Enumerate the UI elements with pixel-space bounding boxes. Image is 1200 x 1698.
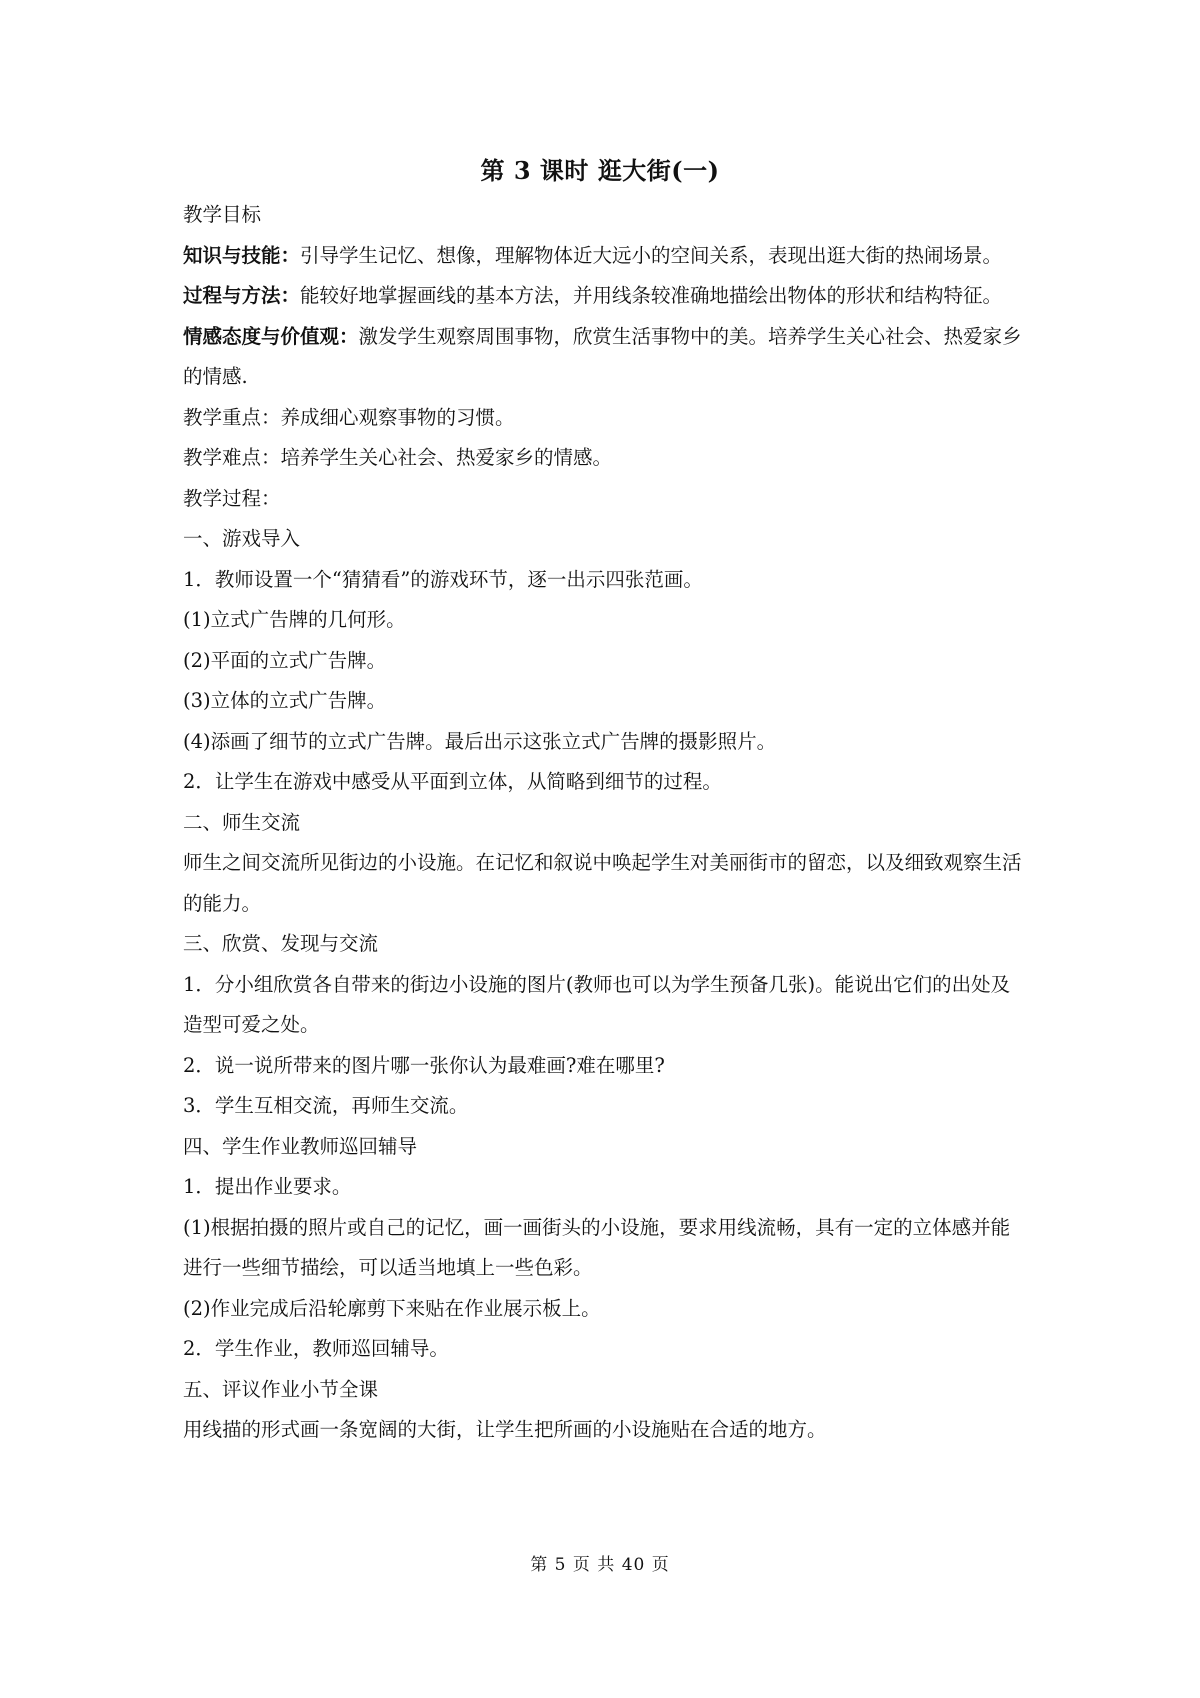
paragraph-text: 激发学生观察周围事物，欣赏生活事物中的美。培养学生关心社会、热爱家乡的情感.: [183, 324, 1022, 388]
list-item: [183, 560, 1028, 601]
paragraph-text: 二、师生交流: [183, 810, 301, 834]
paragraph-text: 3．学生互相交流，再师生交流。: [183, 1094, 469, 1117]
paragraph: [183, 1410, 1028, 1451]
page-title: 第 3 课时 逛大街(一): [480, 156, 720, 185]
list-item: [183, 1289, 1028, 1330]
section-heading-5: [183, 1370, 1028, 1411]
paragraph-knowledge-skills: [183, 236, 1028, 277]
paragraph-process-method: [183, 276, 1028, 317]
list-item: [183, 1046, 1028, 1087]
paragraph-text: 三、欣赏、发现与交流: [183, 932, 379, 955]
paragraph-text: 2．让学生在游戏中感受从平面到立体，从简略到细节的过程。: [183, 770, 722, 793]
paragraph-text: 能较好地掌握画线的基本方法，并用线条较准确地描绘出物体的形状和结构特征。: [300, 284, 1003, 307]
list-item: [183, 965, 1028, 1046]
section-heading-1: [183, 519, 1028, 560]
paragraph-text: 师生之间交流所见街边的小设施。在记忆和叙说中唤起学生对美丽街市的留恋，以及细致观察生活的能力。: [183, 851, 1022, 915]
paragraph-text: 四、学生作业教师巡回辅导: [183, 1134, 418, 1158]
section-heading-4: [183, 1127, 1028, 1168]
paragraph-text: 2．学生作业，教师巡回辅导。: [183, 1337, 449, 1360]
paragraph-text: 一、游戏导入: [183, 527, 301, 550]
list-item: [183, 722, 1028, 763]
paragraph-text: 教学目标: [183, 203, 262, 226]
paragraph: [183, 843, 1028, 924]
paragraph-teaching-goals: [183, 195, 1028, 236]
paragraph-lead: 知识与技能：: [183, 243, 301, 267]
paragraph-key-point: [183, 398, 1028, 439]
paragraph-text: 教学难点：培养学生关心社会、热爱家乡的情感。: [183, 446, 613, 469]
paragraph-difficult-point: [183, 438, 1028, 479]
paragraph-text: (1)根据拍摄的照片或自己的记忆，画一画街头的小设施，要求用线流畅，具有一定的立体感并能进行一些细节描绘，可以适当地填上一些色彩。: [183, 1215, 1011, 1279]
list-item: [183, 762, 1028, 803]
paragraph-text: 五、评议作业小节全课: [183, 1377, 379, 1401]
paragraph-text: 引导学生记忆、想像，理解物体近大远小的空间关系，表现出逛大街的热闹场景。: [300, 243, 1003, 267]
paragraph-text: 用线描的形式画一条宽阔的大街，让学生把所画的小设施贴在合适的地方。: [183, 1418, 827, 1441]
list-item: [183, 1329, 1028, 1370]
list-item: [183, 1208, 1028, 1289]
paragraph-text: (4)添画了细节的立式广告牌。最后出示这张立式广告牌的摄影照片。: [183, 729, 777, 753]
list-item: [183, 681, 1028, 722]
paragraph-text: (3)立体的立式广告牌。: [183, 689, 387, 712]
paragraph-text: 1．教师设置一个“猜猜看”的游戏环节，逐一出示四张范画。: [183, 567, 703, 591]
section-heading-2: [183, 803, 1028, 844]
paragraph-lead: 过程与方法：: [183, 284, 301, 307]
document-body: [183, 195, 1028, 1451]
paragraph-text: 教学重点：养成细心观察事物的习惯。: [183, 405, 515, 429]
paragraph-text: (2)作业完成后沿轮廓剪下来贴在作业展示板上。: [183, 1296, 601, 1320]
section-heading-3: [183, 924, 1028, 965]
page-footer: [0, 1553, 1200, 1577]
paragraph-emotion-values: [183, 317, 1028, 398]
list-item: [183, 1167, 1028, 1208]
paragraph-text: 1．提出作业要求。: [183, 1175, 352, 1198]
paragraph-text: (1)立式广告牌的几何形。: [183, 608, 406, 631]
paragraph-text: (2)平面的立式广告牌。: [183, 648, 387, 672]
paragraph-teaching-process: [183, 479, 1028, 520]
list-item: [183, 600, 1028, 641]
list-item: [183, 1086, 1028, 1127]
paragraph-text: 教学过程：: [183, 486, 281, 510]
paragraph-text: 1．分小组欣赏各自带来的街边小设施的图片(教师也可以为学生预备几张)。能说出它们的出处及造型可爱之处。: [183, 972, 1011, 1036]
list-item: [183, 641, 1028, 682]
paragraph-lead: 情感态度与价值观：: [183, 324, 359, 348]
page-number-label: 第 5 页 共 40 页: [530, 1555, 670, 1575]
paragraph-text: 2．说一说所带来的图片哪一张你认为最难画?难在哪里?: [183, 1053, 665, 1077]
